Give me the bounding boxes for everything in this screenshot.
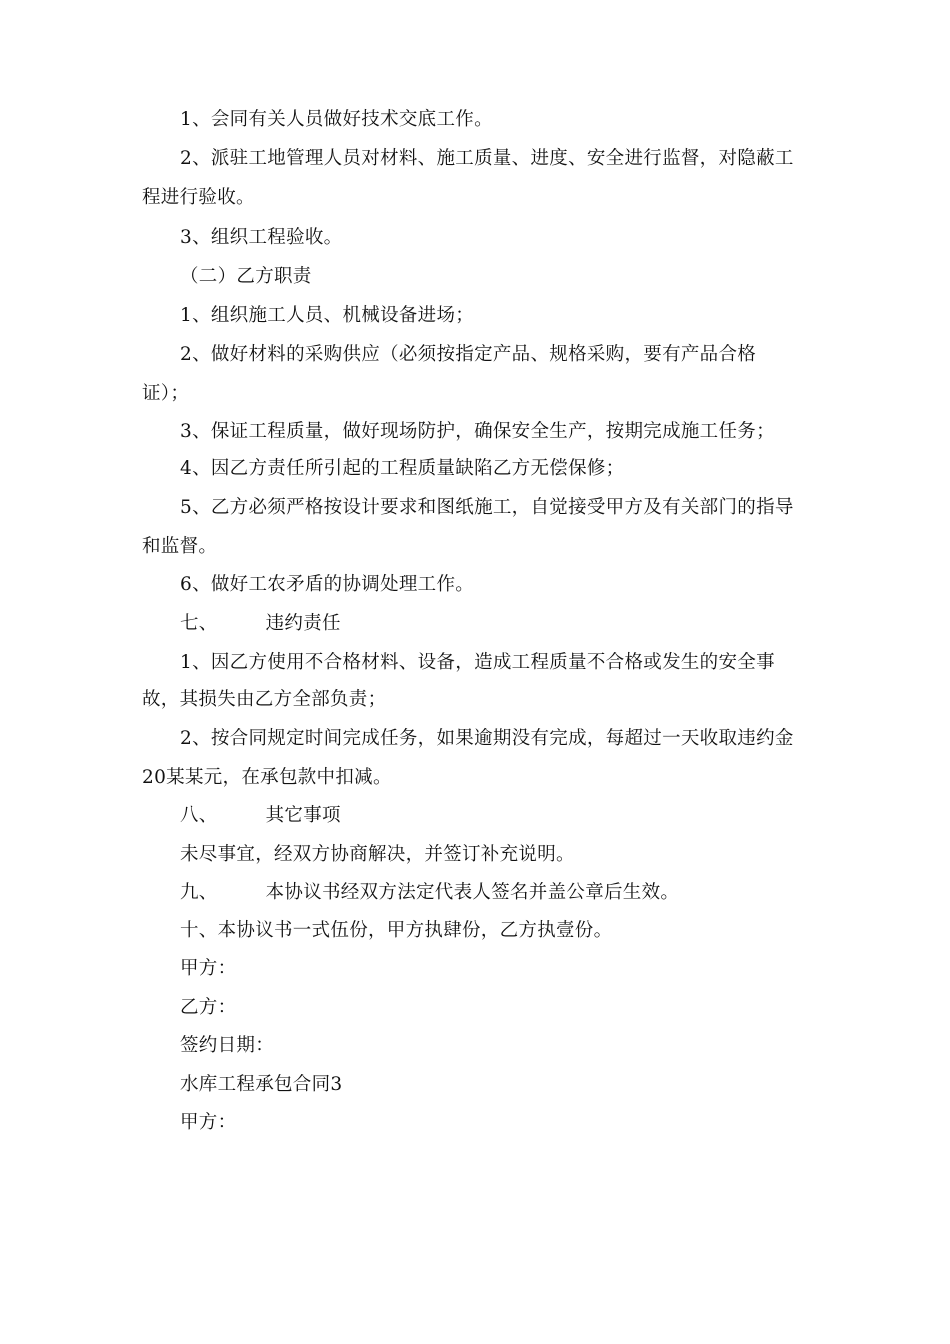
paragraph-line: 证）； (142, 383, 190, 404)
party-b-label: 乙方： (180, 997, 237, 1018)
party-a-label: 甲方： (180, 958, 237, 979)
paragraph-line: 十、本协议书一式伍份，甲方执肆份，乙方执壹份。 (180, 920, 613, 941)
paragraph-line: 2、做好材料的采购供应（必须按指定产品、规格采购，要有产品合格 (180, 344, 757, 365)
paragraph-line: 4、因乙方责任所引起的工程质量缺陷乙方无偿保修； (180, 458, 625, 479)
heading-title: 违约责任 (265, 613, 341, 634)
section-heading-eight (180, 804, 341, 828)
paragraph-line: 故，其损失由乙方全部负责； (142, 689, 387, 710)
section-heading: （二）乙方职责 (180, 266, 312, 287)
party-a-label: 甲方： (180, 1112, 237, 1133)
paragraph-line: 5、乙方必须严格按设计要求和图纸施工，自觉接受甲方及有关部门的指导 (180, 497, 794, 518)
heading-number: 七、 (180, 613, 218, 634)
paragraph-line: 和监督。 (142, 536, 218, 557)
paragraph-line: 1、组织施工人员、机械设备进场； (180, 305, 475, 326)
paragraph-line: 未尽事宜，经双方协商解决，并签订补充说明。 (180, 844, 575, 865)
paragraph-line: 2、按合同规定时间完成任务，如果逾期没有完成，每超过一天收取违约金 (180, 728, 794, 749)
paragraph-line: 3、组织工程验收。 (180, 227, 343, 248)
section-heading-seven (180, 612, 341, 636)
paragraph-line: 程进行验收。 (142, 187, 255, 208)
heading-number: 九、 (180, 882, 218, 903)
paragraph-line: 20某某元，在承包款中扣减。 (142, 767, 392, 788)
heading-text: 本协议书经双方法定代表人签名并盖公章后生效。 (265, 882, 680, 903)
paragraph-line: 3、保证工程质量，做好现场防护，确保安全生产，按期完成施工任务； (180, 421, 775, 442)
paragraph-line: 1、因乙方使用不合格材料、设备，造成工程质量不合格或发生的安全事 (180, 652, 775, 673)
contract-title: 水库工程承包合同3 (180, 1074, 343, 1095)
signing-date-label: 签约日期： (180, 1035, 275, 1056)
paragraph-line: 6、做好工农矛盾的协调处理工作。 (180, 574, 475, 595)
paragraph-line: 2、派驻工地管理人员对材料、施工质量、进度、安全进行监督，对隐蔽工 (180, 148, 794, 169)
heading-number: 八、 (180, 805, 218, 826)
paragraph-line: 1、会同有关人员做好技术交底工作。 (180, 109, 493, 130)
heading-title: 其它事项 (265, 805, 341, 826)
section-heading-nine (180, 881, 679, 905)
